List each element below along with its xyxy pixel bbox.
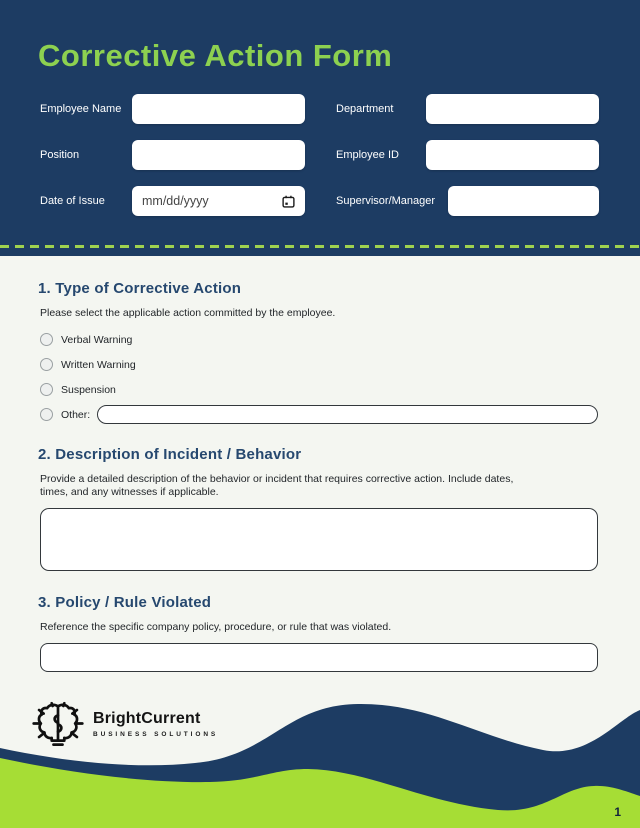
employee-name-label: Employee Name	[40, 103, 122, 115]
option-verbal-warning	[40, 330, 598, 349]
brand-logo	[31, 700, 218, 747]
page-number: 1	[614, 805, 621, 819]
section-3-description: Reference the specific company policy, procedure, or rule that was violated.	[40, 621, 392, 633]
radio-suspension[interactable]	[40, 383, 53, 396]
employee-id-input[interactable]	[426, 140, 599, 170]
option-suspension	[40, 380, 598, 399]
option-label: Suspension	[61, 383, 116, 396]
section-2-description: Provide a detailed description of the behavior or incident that requires corrective action. Include dates, times, and any witnesses if applicable.	[40, 473, 514, 498]
position-label: Position	[40, 149, 80, 161]
option-label: Verbal Warning	[61, 333, 133, 346]
section-1-heading: 1. Type of Corrective Action	[38, 280, 242, 297]
position-input[interactable]	[132, 140, 305, 170]
date-of-issue-input[interactable]	[132, 186, 305, 216]
supervisor-manager-input[interactable]	[448, 186, 599, 216]
section-3-heading: 3. Policy / Rule Violated	[38, 594, 212, 611]
radio-written-warning[interactable]	[40, 358, 53, 371]
dashed-divider	[0, 245, 640, 248]
option-label: Other:	[61, 408, 91, 421]
radio-other[interactable]	[40, 408, 53, 421]
page-title: Corrective Action Form	[38, 38, 393, 73]
form-header	[0, 0, 640, 256]
section-2-heading: 2. Description of Incident / Behavior	[38, 446, 302, 463]
brand-name: BrightCurrent	[93, 709, 201, 727]
calendar-icon[interactable]	[282, 195, 295, 208]
brain-bulb-icon	[31, 700, 85, 747]
incident-description-textarea[interactable]	[40, 508, 598, 571]
brand-tagline: BUSINESS SOLUTIONS	[93, 730, 219, 738]
other-action-input[interactable]	[97, 405, 598, 424]
supervisor-manager-label: Supervisor/Manager	[336, 195, 436, 207]
policy-violated-input[interactable]	[40, 643, 598, 672]
date-of-issue-label: Date of Issue	[40, 195, 105, 207]
employee-id-label: Employee ID	[336, 149, 399, 161]
date-placeholder: mm/dd/yyyy	[142, 194, 209, 208]
option-other	[40, 405, 598, 424]
corrective-action-options	[40, 330, 598, 430]
radio-verbal-warning[interactable]	[40, 333, 53, 346]
option-written-warning	[40, 355, 598, 374]
option-label: Written Warning	[61, 358, 136, 371]
section-1-description: Please select the applicable action committed by the employee.	[40, 307, 336, 319]
department-label: Department	[336, 103, 394, 115]
employee-name-input[interactable]	[132, 94, 305, 124]
department-input[interactable]	[426, 94, 599, 124]
brand-text	[93, 710, 218, 738]
